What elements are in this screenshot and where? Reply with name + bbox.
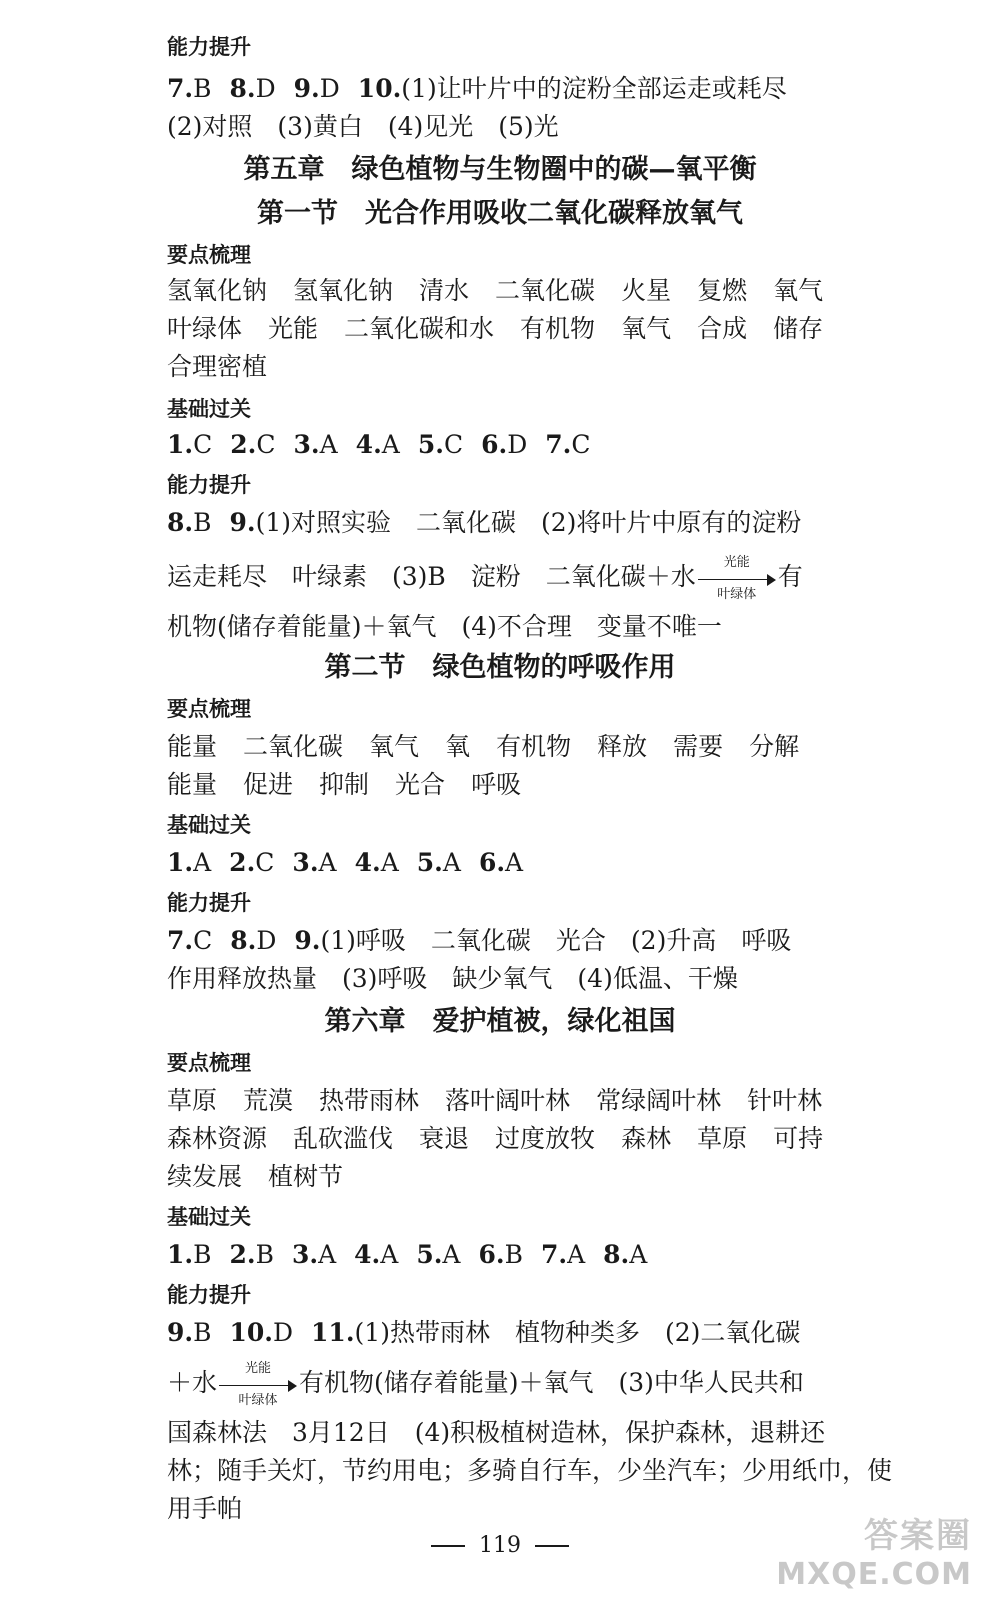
key-points-line: 续发展 植树节 (167, 1162, 344, 1191)
answer-line: 作用释放热量 (3)呼吸 缺少氧气 (4)低温、干燥 (167, 964, 738, 993)
ability-heading: 能力提升 (167, 473, 251, 497)
answer-line: 8.B 9.(1)对照实验 二氧化碳 (2)将叶片中原有的淀粉 (167, 508, 802, 537)
answer-line: (2)对照 (3)黄白 (4)见光 (5)光 (167, 112, 559, 141)
answer-line: 1.C 2.C 3.A 4.A 5.C 6.D 7.C (167, 430, 591, 459)
answer-line: 7.C 8.D 9.(1)呼吸 二氧化碳 光合 (2)升高 呼吸 (167, 926, 792, 955)
footer-dash (431, 1545, 465, 1547)
ability-heading: 能力提升 (167, 35, 251, 59)
key-points-line: 能量 二氧化碳 氧气 氧 有机物 释放 需要 分解 (167, 732, 800, 761)
answer-line: 国森林法 3月12日 (4)积极植树造林，保护森林，退耕还 (167, 1418, 826, 1447)
chapter-title: 第五章 绿色植物与生物圈中的碳—氧平衡 (243, 154, 757, 185)
answer-line: 1.B 2.B 3.A 4.A 5.A 6.B 7.A 8.A (167, 1240, 648, 1269)
footer-dash (535, 1545, 569, 1547)
answer-line: 7.B 8.D 9.D 10.(1)让叶片中的淀粉全部运走或耗尽 (167, 72, 787, 106)
answer-item: 8.D (229, 74, 276, 103)
chapter-title: 第六章 爱护植被，绿化祖国 (324, 1006, 676, 1037)
watermark-url: MXQE.COM (776, 1557, 972, 1592)
section-title: 第一节 光合作用吸收二氧化碳释放氧气 (257, 198, 743, 229)
ability-heading: 能力提升 (167, 1283, 251, 1307)
answer-item: 7.B (167, 74, 212, 103)
key-points-line: 森林资源 乱砍滥伐 衰退 过度放牧 森林 草原 可持 (167, 1124, 824, 1153)
key-points-line: 叶绿体 光能 二氧化碳和水 有机物 氧气 合成 储存 (167, 314, 824, 343)
key-points-line: 氢氧化钠 氢氧化钠 清水 二氧化碳 火星 复燃 氧气 (167, 276, 824, 305)
key-points-heading: 要点梳理 (167, 697, 251, 721)
key-points-line: 草原 荒漠 热带雨林 落叶阔叶林 常绿阔叶林 针叶林 (167, 1086, 823, 1115)
answer-line: 林；随手关灯，节约用电；多骑自行车，少坐汽车；少用纸巾，使 (167, 1456, 893, 1485)
reaction-arrow: 光能 叶绿体 (219, 1370, 297, 1400)
basic-heading: 基础过关 (167, 813, 251, 837)
reaction-arrow: 光能 叶绿体 (698, 564, 776, 594)
ability-heading: 能力提升 (167, 891, 251, 915)
answer-line: 9.B 10.D 11.(1)热带雨林 植物种类多 (2)二氧化碳 (167, 1318, 801, 1347)
key-points-heading: 要点梳理 (167, 1051, 251, 1075)
answer-item: 9.D (293, 74, 340, 103)
key-points-line: 合理密植 (167, 352, 268, 381)
key-points-heading: 要点梳理 (167, 243, 251, 267)
watermark-logo-text: 答案圈 (864, 1516, 972, 1556)
answer-line: 机物(储存着能量)＋氧气 (4)不合理 变量不唯一 (167, 612, 722, 641)
answer-line: 用手帕 (167, 1494, 243, 1523)
section-title: 第二节 绿色植物的呼吸作用 (324, 652, 676, 683)
basic-heading: 基础过关 (167, 1205, 251, 1229)
key-points-line: 能量 促进 抑制 光合 呼吸 (167, 770, 522, 799)
page-number: 119 (479, 1533, 521, 1558)
answer-line: 1.A 2.C 3.A 4.A 5.A 6.A (167, 848, 524, 877)
answer-line: 运走耗尽 叶绿素 (3)B 淀粉 二氧化碳＋水 光能 叶绿体 有 (167, 554, 803, 602)
basic-heading: 基础过关 (167, 397, 251, 421)
watermark (776, 1508, 972, 1592)
answer-line: ＋水 光能 叶绿体 有机物(储存着能量)＋氧气 (3)中华人民共和 (167, 1360, 804, 1408)
